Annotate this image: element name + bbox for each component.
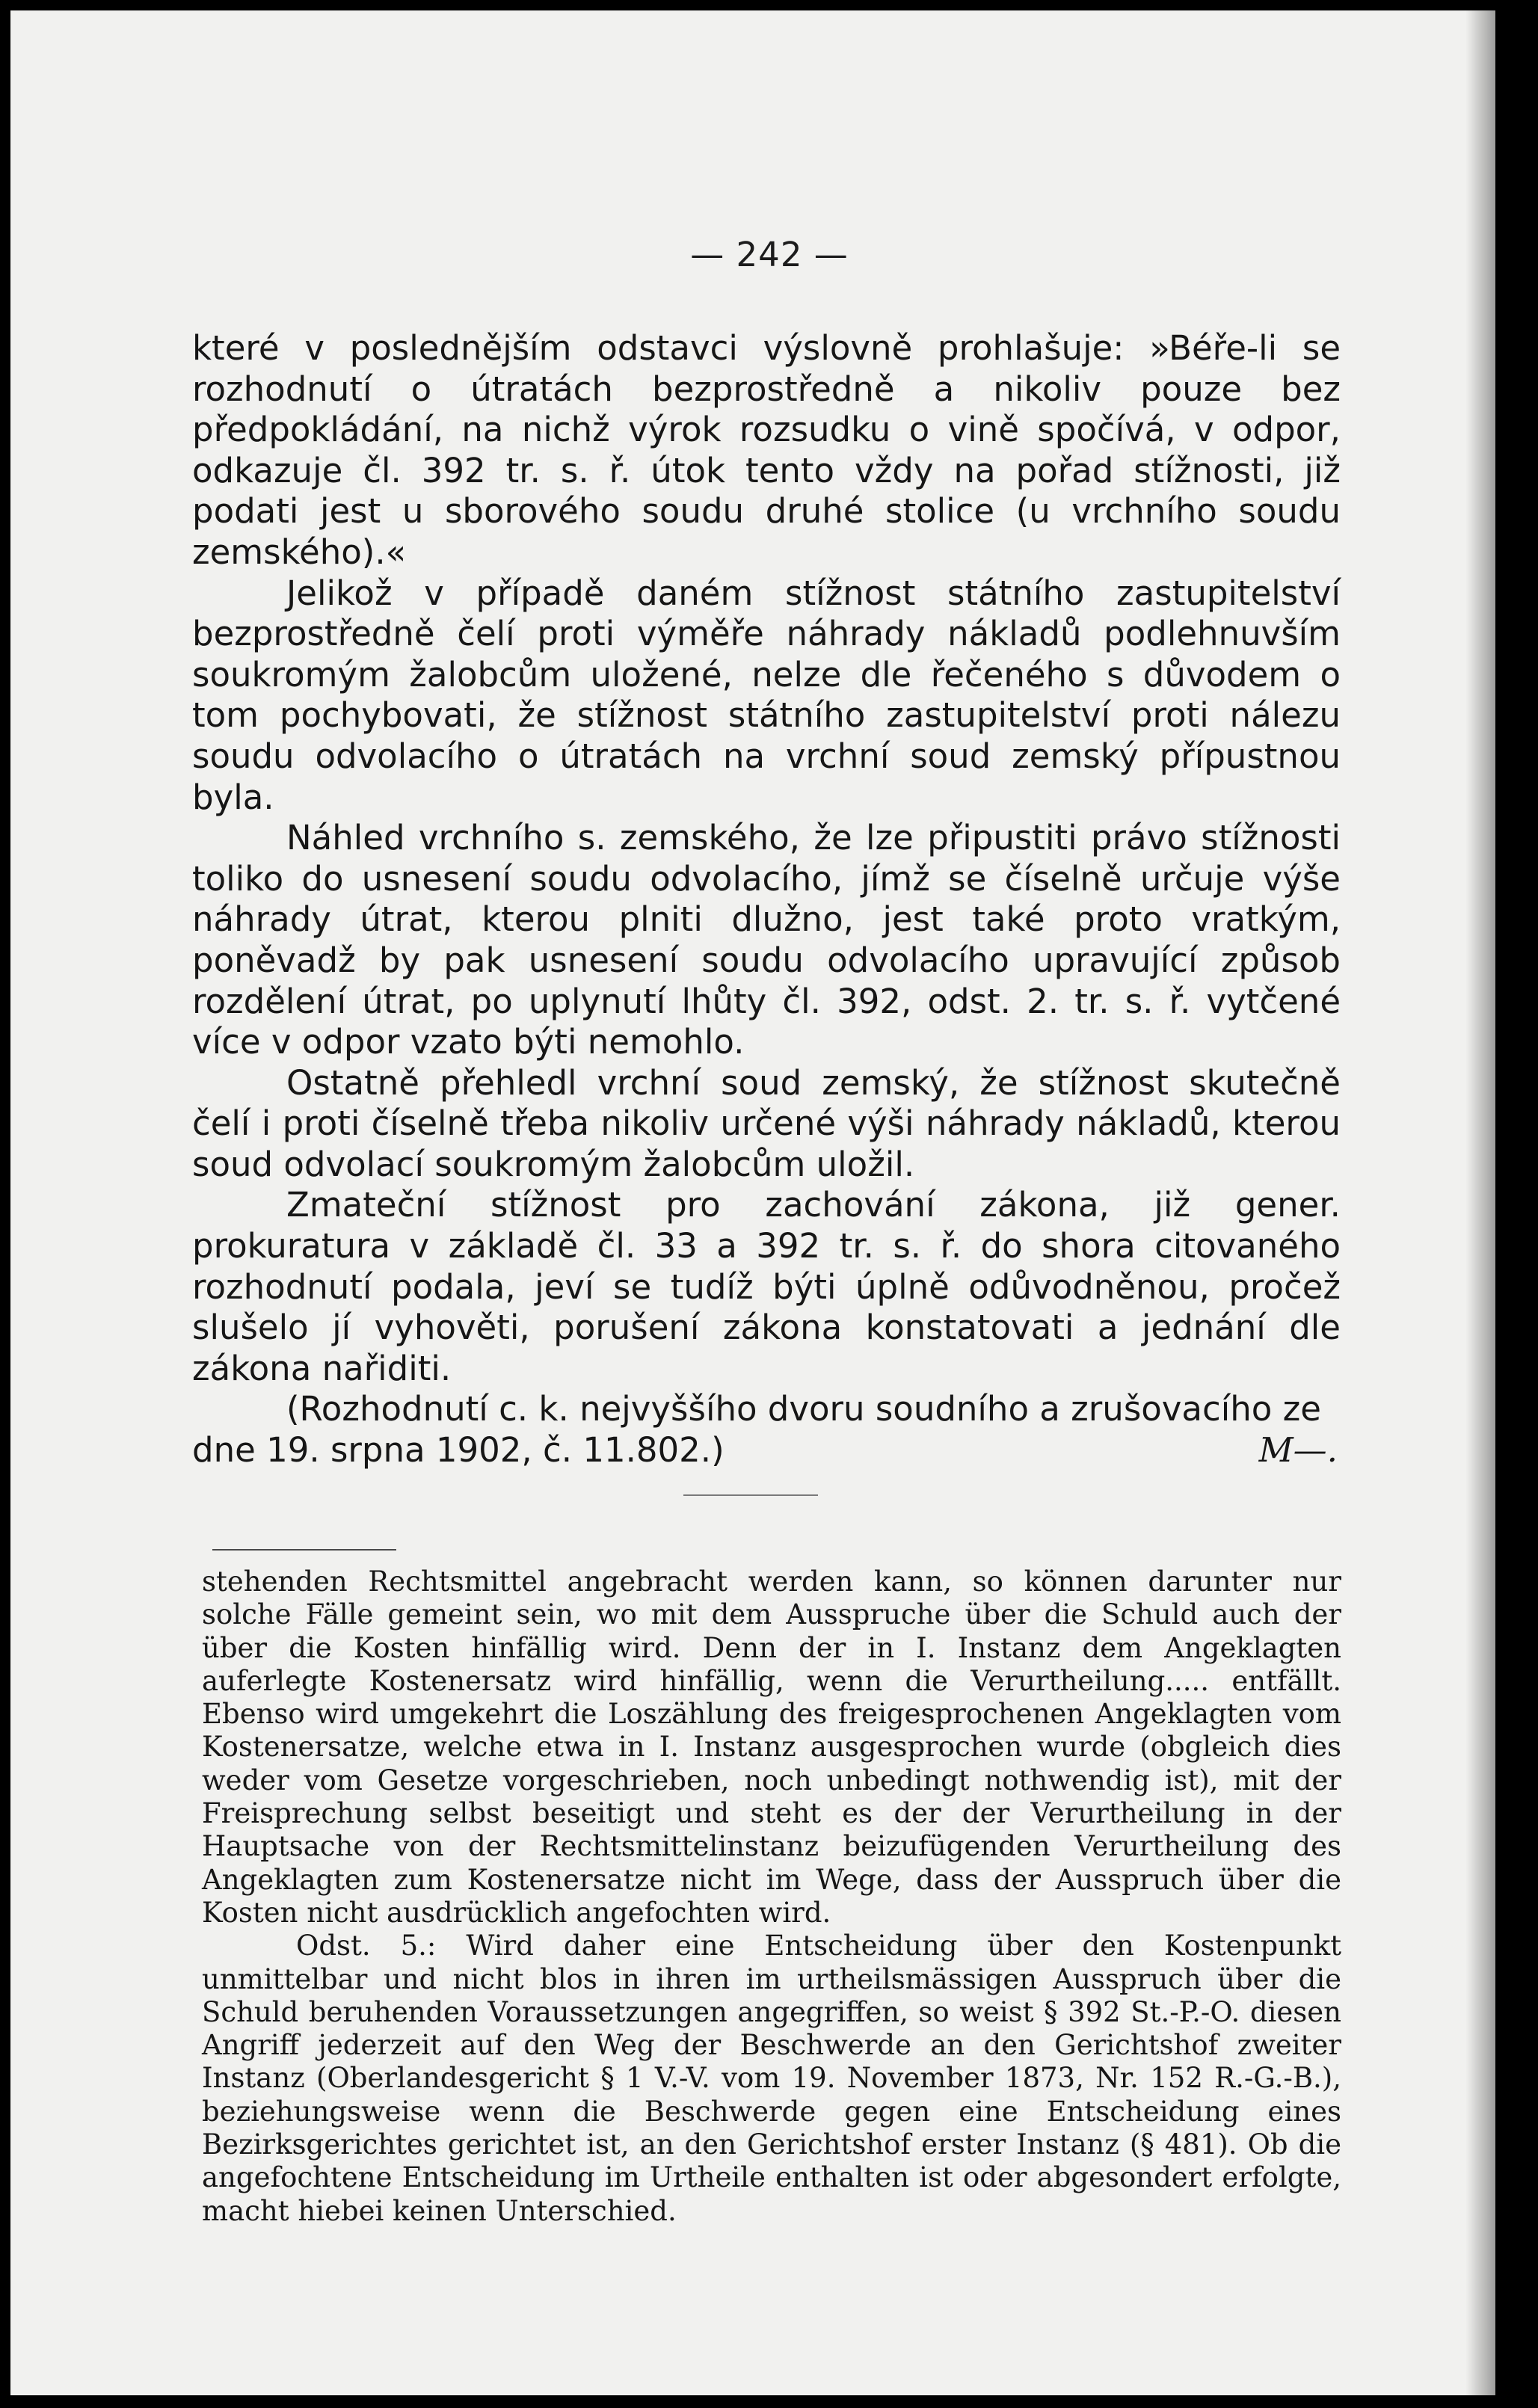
paragraph-continuation: které v poslednějším odstavci výslovně prohlašuje: »Béře-li se rozhodnutí o útratách bezprostředně a nikoliv pouze bez předpokládání, na nichž výrok rozsudku o vině spočívá, v odpor, odkazuje čl. 392 tr. s. ř. útok tento vždy na pořad stížnosti, již podati jest u sborového soudu druhé stolice (u vrchního soudu zemského).«: [192, 328, 1341, 572]
footnote-paragraph-2: Odst. 5.: Wird daher eine Entscheidung über den Kostenpunkt unmittelbar und nicht blos in ihren im urtheilsmässigen Ausspruch über die Schuld beruhenden Voraussetzungen angegriffen, so weist § 392 St.-P.-O. diesen Angriff jederzeit auf den Weg der Beschwerde an den Gerichtshof zweiter Instanz (Oberlandesgericht § 1 V.-V. vom 19. November 1873, Nr. 152 R.-G.-B.), beziehungsweise wenn die Beschwerde gegen eine Entscheidung eines Bezirksgerichtes gerichtet ist, an den Gerichtshof erster Instanz (§ 481). Ob die angefochtene Entscheidung im Urtheile enthalten ist oder abgesondert erfolgte, macht hiebei keinen Unterschied.: [202, 1930, 1341, 2227]
section-divider: [683, 1494, 818, 1496]
paragraph-oversight: Ostatně přehledl vrchní soud zemský, že stížnost skutečně čelí i proti číselně třeba nikoliv určené výši náhrady nákladů, kterou soud odvolací soukromým žalobcům uložil.: [192, 1062, 1341, 1184]
footnote-divider: [212, 1549, 396, 1551]
document-page: [10, 10, 1495, 2395]
paragraph-nullity-complaint: Zmateční stížnost pro zachování zákona, již gener. prokuratura v základě čl. 33 a 392 tr. s. ř. do shora citovaného rozhodnutí podala, jeví se tudíž býti úplně odůvodněnou, pročež slušelo jí vyhověti, porušení zákona konstatovati a jednání dle zákona nařiditi.: [192, 1185, 1341, 1388]
main-body: [192, 328, 1341, 1471]
footnote-block: [202, 1565, 1341, 2228]
decision-citation-line: [192, 1389, 1341, 1471]
decision-citation: (Rozhodnutí c. k. nejvyššího dvoru soudního a zrušovacího ze dne 19. srpna 1902, č. 11.802.): [192, 1389, 1321, 1471]
author-signature: M—.: [1258, 1430, 1338, 1471]
footnote-paragraph-1: stehenden Rechtsmittel angebracht werden kann, so können darunter nur solche Fälle gemeint sein, wo mit dem Ausspruche über die Schuld auch der über die Kosten hinfällig wird. Denn der in I. Instanz dem Angeklagten auferlegte Kostenersatz wird hinfällig, wenn die Verurtheilung..... entfällt. Ebenso wird umgekehrt die Loszählung des freigesprochenen Angeklagten vom Kostenersatze, welche etwa in I. Instanz ausgesprochen wurde (obgleich dies weder vom Gesetze vorgeschrieben, noch unbedingt nothwendig ist), mit der Freisprechung selbst beseitigt und steht es der der Verurtheilung in der Hauptsache von der Rechtsmittelinstanz beizufügenden Verurtheilung des Angeklagten zum Kostenersatze nicht im Wege, dass der Ausspruch über die Kosten nicht ausdrücklich angefochten wird.: [202, 1565, 1341, 1929]
paragraph-higher-court-view: Náhled vrchního s. zemského, že lze připustiti právo stížnosti toliko do usnesení soudu odvolacího, jímž se číselně určuje výše náhrady útrat, kterou plniti dlužno, jest také proto vratkým, poněvadž by pak usnesení soudu odvolacího upravující způsob rozdělení útrat, po uplynutí lhůty čl. 392, odst. 2. tr. s. ř. vytčené více v odpor vzato býti nemohlo.: [192, 818, 1341, 1062]
page-edge-shadow: [1465, 10, 1495, 2395]
paragraph-appeal-admissibility: Jelikož v případě daném stížnost státního zastupitelství bezprostředně čelí proti výměře náhrady nákladů podlehnuvším soukromým žalobcům uložené, nelze dle řečeného s důvodem o tom pochybovati, že stížnost státního zastupitelství proti nálezu soudu odvolacího o útratách na vrchní soud zemský přípustnou byla.: [192, 573, 1341, 817]
page-number: — 242 —: [690, 235, 849, 274]
